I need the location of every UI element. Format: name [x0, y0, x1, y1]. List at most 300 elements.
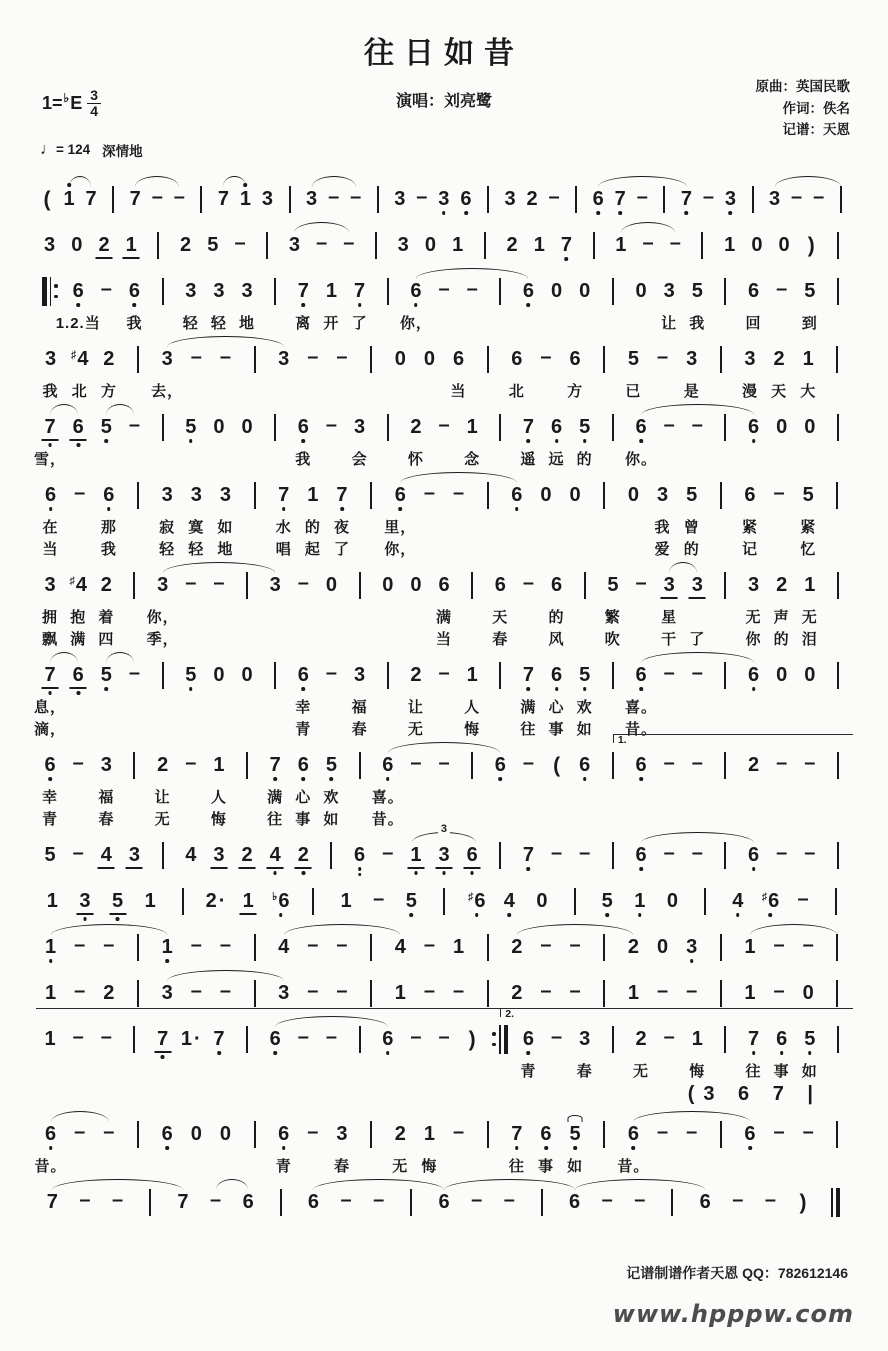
token-slot — [120, 1020, 148, 1058]
token-slot — [823, 974, 852, 1012]
note-undermarks — [98, 867, 115, 869]
dash-token: – — [663, 1026, 675, 1048]
notes-row — [36, 656, 852, 694]
note-token: 1 — [410, 845, 421, 865]
note-undermarks — [527, 867, 531, 871]
watermark: www.hpppw.com — [612, 1300, 854, 1328]
octave-dot — [618, 211, 622, 215]
barline-stroke — [837, 1026, 839, 1053]
note-token: 6 — [744, 1124, 755, 1144]
barline — [499, 413, 501, 442]
rest-note: 0 — [579, 280, 591, 302]
token-slot — [264, 882, 297, 920]
token-slot — [65, 476, 94, 514]
note-token: 2 — [635, 1028, 647, 1050]
barline-stroke — [487, 980, 489, 1007]
token-slot — [526, 882, 559, 920]
rest-note: 0 — [71, 234, 83, 256]
lyric-syllable: 飘 — [42, 631, 59, 648]
barline-stroke — [387, 414, 389, 441]
note-token: 3 — [219, 484, 231, 506]
expression-text: 深情地 — [102, 144, 143, 159]
token-slot — [101, 882, 134, 920]
octave-dot — [583, 439, 587, 443]
token-slot — [486, 836, 514, 874]
barline-stroke — [724, 752, 726, 779]
dash-token: – — [219, 346, 231, 368]
token-slot — [94, 476, 123, 514]
token-slot — [697, 180, 719, 218]
beam-underlines — [464, 867, 481, 869]
token-slot — [543, 408, 571, 446]
barline — [133, 571, 135, 600]
barline-stroke — [266, 232, 268, 259]
lyric-syllable: 满 — [70, 631, 87, 648]
note-token: 2 — [98, 235, 109, 255]
token-slot — [205, 1020, 233, 1058]
token-slot — [92, 1020, 120, 1058]
token-slot — [386, 974, 415, 1012]
barline-stroke — [704, 888, 706, 915]
note-token: 6 — [540, 1124, 551, 1144]
key-prefix: 1= — [42, 93, 63, 114]
token-slot — [498, 226, 525, 264]
barline-stroke — [612, 278, 614, 305]
token-slot — [471, 226, 498, 264]
lyric-syllable: 天 — [492, 609, 509, 626]
dash-token: – — [452, 482, 465, 504]
slur-arc — [51, 1111, 109, 1122]
token-slot — [754, 882, 787, 920]
slur-arc — [69, 176, 91, 187]
token-slot — [444, 928, 473, 966]
note-token: 5 — [44, 844, 56, 866]
note-undermarks — [464, 867, 481, 875]
token-slot — [298, 340, 327, 378]
rest-note: 0 — [666, 890, 679, 912]
octave-dot — [515, 507, 519, 511]
underline — [210, 867, 227, 869]
dash-token: – — [452, 1121, 465, 1143]
octave-dot — [107, 507, 111, 511]
music-system — [36, 408, 852, 468]
token-slot — [317, 566, 345, 604]
note-token: ♭6 — [272, 891, 289, 911]
rest-note: 0 — [410, 574, 422, 596]
token-slot — [211, 928, 240, 966]
barline — [837, 661, 839, 690]
token-slot — [92, 272, 120, 310]
note-token: 6 — [410, 281, 421, 301]
barline-stroke — [254, 934, 256, 961]
barline-stroke — [724, 278, 726, 305]
token-slot — [514, 836, 542, 874]
lyric-syllable: 在 — [42, 519, 59, 536]
octave-dot — [302, 439, 306, 443]
barline — [359, 571, 361, 600]
barline-stroke — [724, 842, 726, 869]
barline-stroke — [370, 934, 372, 961]
token-slot — [346, 836, 374, 874]
dash-token: – — [325, 1026, 338, 1048]
dash-token: – — [219, 934, 231, 956]
dash-token: – — [74, 980, 86, 1002]
note-undermarks — [464, 211, 468, 215]
token-slot — [561, 1115, 590, 1153]
barline-stroke — [387, 662, 389, 689]
note-token: 1 — [744, 982, 756, 1004]
note-token: 3 — [44, 574, 56, 596]
note-token: 1 — [243, 891, 254, 911]
underline — [239, 867, 256, 869]
barline — [133, 1025, 135, 1054]
beam-underlines — [123, 257, 140, 259]
dash-token: – — [74, 1121, 86, 1143]
token-slot — [590, 340, 619, 378]
dash-token: – — [410, 1026, 422, 1048]
note-token: 4 — [185, 844, 197, 866]
lyric-syllable: 的 — [683, 541, 700, 558]
final-barline — [831, 1188, 840, 1217]
barline — [254, 1120, 256, 1149]
dash-token: – — [100, 1026, 112, 1048]
note-token: 3 — [44, 234, 56, 256]
music-system — [36, 823, 852, 874]
lyric-syllable: 悔 — [421, 1158, 438, 1175]
token-slot — [619, 476, 648, 514]
token-slot — [486, 656, 514, 694]
lyric-syllable: 念 — [464, 451, 481, 468]
note-undermarks — [410, 913, 414, 917]
token-slot — [796, 1020, 824, 1058]
octave-dot — [414, 871, 418, 875]
augmentation-dot: · — [194, 1028, 201, 1050]
token-slot — [317, 408, 345, 446]
token-slot — [289, 656, 317, 694]
note-token: 5 — [207, 234, 219, 256]
token-slot — [346, 272, 374, 310]
note-token: 1 — [423, 1123, 435, 1145]
rest-note: 0 — [802, 982, 814, 1004]
note-token: 1 — [724, 234, 736, 256]
token-slot — [177, 656, 205, 694]
note-token: 1 — [744, 936, 756, 958]
barline-stroke — [274, 278, 276, 305]
note-token: 3 — [354, 664, 366, 686]
token-slot — [64, 836, 92, 874]
barline — [443, 887, 445, 916]
lyrics-row — [36, 378, 852, 400]
note-token: 6 — [748, 417, 759, 437]
note-token: 3 — [397, 234, 409, 256]
note-undermarks — [210, 867, 227, 869]
lyric-syllable: 曾 — [683, 519, 700, 536]
token-slot — [460, 882, 493, 920]
barline — [487, 345, 489, 374]
music-system — [36, 1008, 852, 1080]
octave-dot — [544, 1146, 548, 1150]
note-undermarks — [386, 1051, 390, 1055]
token-slot — [683, 746, 711, 784]
note-token: 4 — [732, 891, 743, 911]
note-token: 6 — [635, 845, 646, 865]
note-undermarks — [596, 211, 600, 215]
note-undermarks — [475, 913, 479, 917]
beam-underlines — [76, 913, 93, 915]
barline — [720, 979, 722, 1008]
token-slot — [36, 974, 65, 1012]
dash-token: – — [776, 752, 788, 774]
token-slot — [289, 746, 317, 784]
note-undermarks — [752, 867, 756, 871]
token-slot — [486, 566, 514, 604]
beam-underlines — [109, 913, 126, 915]
dash-token: – — [569, 980, 581, 1002]
note-token: 1 — [466, 664, 478, 686]
slur-arc — [135, 176, 179, 187]
barline — [837, 1025, 839, 1054]
note-token: 3 — [278, 348, 290, 370]
note-undermarks — [527, 439, 531, 443]
token-slot — [415, 1115, 444, 1153]
token-slot — [444, 1115, 473, 1153]
dash-token: – — [452, 980, 465, 1002]
barline — [149, 1188, 151, 1217]
dash-token: – — [307, 980, 319, 1002]
note-token: 5 — [804, 1029, 815, 1049]
lyric-syllable: 悔 — [464, 721, 481, 738]
barline-stroke — [701, 232, 703, 259]
lyric-syllable: 幸 — [295, 699, 312, 716]
barline-stroke — [724, 1026, 726, 1053]
token-slot — [120, 746, 148, 784]
barline — [593, 231, 595, 260]
octave-dot — [189, 687, 193, 691]
barline-stroke — [246, 752, 248, 779]
note-token: 5 — [326, 755, 337, 775]
dash-token: – — [503, 1189, 515, 1211]
lyric-syllable: 干 — [661, 631, 678, 648]
lyric-syllable: 福 — [351, 699, 368, 716]
note-undermarks — [240, 913, 257, 915]
notes-row — [36, 180, 852, 218]
lyric-syllable: 青 — [42, 811, 59, 828]
note-token: 7 — [561, 235, 572, 255]
lyric-syllable: 回 — [745, 315, 762, 332]
notes-row — [36, 566, 852, 604]
meter-denominator: 4 — [90, 103, 99, 120]
note-token: 3 — [129, 845, 140, 865]
parenthesis: ) — [468, 1027, 476, 1051]
dash-token: – — [151, 186, 163, 208]
token-slot — [123, 340, 152, 378]
token-slot — [417, 226, 444, 264]
note-undermarks — [330, 777, 334, 781]
barline-stroke — [487, 482, 489, 509]
note-token: 4 — [504, 891, 515, 911]
token-slot — [289, 836, 317, 874]
note-token: 6 — [494, 574, 506, 596]
rest-note: 0 — [213, 664, 225, 686]
token-slot — [430, 408, 458, 446]
note-undermarks — [605, 913, 609, 917]
note-token: 1 — [46, 890, 58, 912]
lyric-syllable: 轻 — [210, 315, 227, 332]
begin-repeat-barline — [42, 277, 58, 306]
octave-dot — [555, 439, 559, 443]
token-slot — [458, 656, 486, 694]
note-token: 7 — [85, 188, 97, 210]
barline-stroke — [443, 888, 445, 915]
lyric-syllable: 昔。 — [624, 721, 657, 738]
octave-dot — [48, 777, 52, 781]
token-slot — [330, 882, 363, 920]
dash-token: – — [551, 842, 563, 864]
token-slot — [796, 408, 824, 446]
slur-arc — [775, 176, 841, 187]
rest-note: 0 — [219, 1123, 231, 1145]
barline-stroke — [612, 662, 614, 689]
dash-token: – — [669, 232, 681, 254]
note-undermarks — [358, 303, 362, 307]
note-token: 1 — [307, 484, 319, 506]
token-slot — [444, 974, 473, 1012]
slur-arc — [444, 1179, 575, 1190]
token-slot — [619, 340, 648, 378]
token-slot — [543, 272, 571, 310]
note-undermarks — [685, 211, 689, 215]
barline-stroke — [499, 842, 501, 869]
rest-note: 0 — [382, 574, 394, 596]
token-slot — [768, 408, 796, 446]
note-undermarks — [282, 1146, 286, 1150]
token-slot — [63, 226, 90, 264]
tempo-text — [40, 141, 90, 159]
octave-dot — [527, 867, 531, 871]
token-slot — [357, 476, 386, 514]
lyric-syllable: 方 — [100, 383, 117, 400]
note-token: 6 — [699, 1191, 711, 1213]
barline — [840, 185, 842, 214]
dash-token: – — [691, 842, 703, 864]
lyric-syllable: 幸 — [42, 789, 59, 806]
lyric-syllable: 如 — [576, 721, 593, 738]
lyric-syllable: 昔。 — [34, 1158, 67, 1175]
note-token: 2 — [511, 982, 523, 1004]
barline-stroke — [752, 186, 754, 213]
underline — [240, 913, 257, 915]
token-slot — [502, 340, 531, 378]
note-token: 2 — [410, 416, 422, 438]
beam-underlines — [70, 687, 87, 689]
dash-token: – — [773, 980, 785, 1002]
token-slot — [571, 656, 599, 694]
token-slot — [768, 1020, 796, 1058]
note-token: 6 — [551, 665, 562, 685]
dash-token: – — [636, 186, 648, 208]
dash-token: – — [540, 980, 552, 1002]
octave-dot — [133, 303, 137, 307]
note-undermarks — [527, 1051, 531, 1055]
note-token: 1 — [804, 574, 816, 596]
barline — [603, 481, 605, 510]
barline — [836, 979, 838, 1008]
token-slot — [374, 566, 402, 604]
token-slot — [123, 476, 152, 514]
token-slot — [279, 180, 301, 218]
note-undermarks — [165, 1146, 169, 1150]
parenthesis: ( — [43, 187, 51, 211]
note-token: 3 — [504, 188, 516, 210]
barline — [280, 1188, 282, 1217]
lyric-syllable: 了 — [333, 541, 351, 558]
dash-token: – — [373, 888, 385, 910]
lyric-syllable: 无 — [407, 721, 424, 738]
dash-token: – — [656, 980, 669, 1002]
note-token: 5 — [101, 417, 112, 437]
note-token: 3 — [45, 348, 57, 370]
barline — [266, 231, 268, 260]
lyric-syllable: 无 — [154, 811, 171, 828]
lyric-syllable: 唱 — [275, 541, 292, 558]
underline — [123, 257, 140, 259]
token-slot — [787, 882, 820, 920]
token-slot — [571, 1020, 599, 1058]
note-undermarks — [639, 439, 643, 443]
token-slot — [233, 1020, 261, 1058]
barline — [112, 185, 114, 214]
barline-stroke — [370, 1121, 372, 1148]
token-slot — [499, 180, 521, 218]
lyrics-row — [36, 536, 852, 558]
note-undermarks — [267, 867, 284, 875]
note-token: 6 — [495, 755, 506, 775]
barline — [137, 481, 139, 510]
barline-stroke — [837, 232, 839, 259]
note-undermarks — [302, 687, 306, 691]
note-undermarks — [295, 867, 312, 875]
lyric-syllable: 我 — [42, 383, 59, 400]
octave-dot — [189, 439, 193, 443]
token-slot — [317, 746, 345, 784]
token-slot — [677, 974, 706, 1012]
beam-underlines — [210, 867, 227, 869]
lyric-syllable: 四 — [98, 631, 115, 648]
music-system — [36, 1183, 852, 1221]
lyric-syllable: 心 — [295, 789, 312, 806]
dash-token: – — [190, 346, 202, 368]
token-slot — [64, 272, 92, 310]
key-signature — [42, 88, 101, 120]
lyric-syllable: 紧 — [800, 519, 817, 536]
barline-stroke — [471, 572, 473, 599]
token-slot — [677, 928, 706, 966]
barline — [704, 887, 706, 916]
dash-token: – — [663, 842, 675, 864]
dash-token: – — [297, 1026, 309, 1048]
note-token: 3 — [261, 188, 274, 210]
rest-note: 0 — [776, 664, 788, 686]
token-slot — [740, 1020, 768, 1058]
token-slot — [233, 746, 261, 784]
lyric-syllable: 会 — [351, 451, 368, 468]
note-undermarks — [189, 439, 193, 443]
token-slot — [64, 746, 92, 784]
notes-row — [36, 734, 852, 784]
note-token: ♯6 — [468, 891, 486, 911]
note-token: 5 — [112, 891, 123, 911]
barline — [289, 185, 291, 214]
